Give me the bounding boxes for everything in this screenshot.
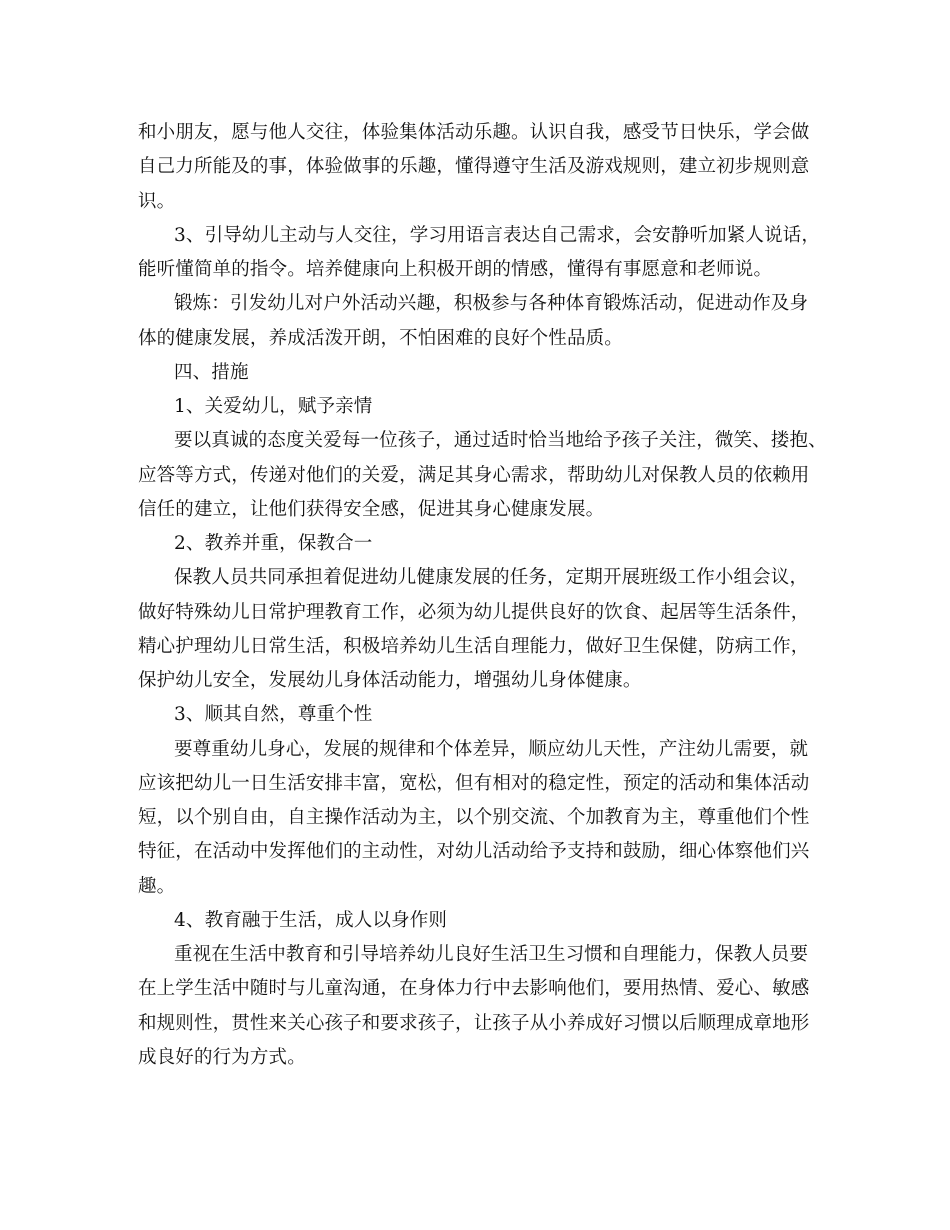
paragraph-line: 信任的建立，让他们获得安全感，促进其身心健康发展。 xyxy=(138,498,605,520)
subsection-heading: 2、教养并重，保教合一 xyxy=(174,533,373,554)
paragraph-line: 锻炼：引发幼儿对户外活动兴趣，积极参与各种体育锻炼活动，促进动作及身 xyxy=(174,293,809,315)
paragraph-line: 趣。 xyxy=(138,875,176,897)
paragraph-line: 保教人员共同承担着促进幼儿健康发展的任务，定期开展班级工作小组会议， xyxy=(174,567,809,589)
paragraph-line: 识。 xyxy=(138,190,176,212)
paragraph-line: 自己力所能及的事，体验做事的乐趣，懂得遵守生活及游戏规则，建立初步规则意 xyxy=(138,156,810,178)
paragraph-line: 特征，在活动中发挥他们的主动性，对幼儿活动给予支持和鼓励，细心体察他们兴 xyxy=(138,841,810,863)
subsection-heading: 4、教育融于生活，成人以身作则 xyxy=(174,909,448,931)
paragraph-line: 应该把幼儿一日生活安排丰富，宽松，但有相对的稳定性，预定的活动和集体活动 xyxy=(138,772,810,794)
paragraph-line: 3、引导幼儿主动与人交往，学习用语言表达自己需求，会安静听加紧人说话， xyxy=(174,224,821,246)
paragraph-line: 重视在生活中教育和引导培养幼儿良好生活卫生习惯和自理能力，保教人员要 xyxy=(174,944,809,965)
document-body xyxy=(138,116,827,1075)
paragraph-line: 精心护理幼儿日常生活，积极培养幼儿生活自理能力，做好卫生保健，防病工作， xyxy=(138,635,810,657)
paragraph-line: 和小朋友，愿与他人交往，体验集体活动乐趣。认识自我，感受节日快乐，学会做 xyxy=(138,122,810,143)
paragraph-line: 要尊重幼儿身心，发展的规律和个体差异，顺应幼儿天性，产注幼儿需要，就 xyxy=(174,738,809,760)
paragraph-line: 做好特殊幼儿日常护理教育工作，必须为幼儿提供良好的饮食、起居等生活条件， xyxy=(138,601,810,623)
paragraph-line: 和规则性，贯性来关心孩子和要求孩子，让孩子从小养成好习惯以后顺理成章地形 xyxy=(138,1012,810,1034)
paragraph-line: 在上学生活中随时与儿童沟通，在身体力行中去影响他们，要用热情、爱心、敏感 xyxy=(138,978,810,1000)
subsection-heading: 1、关爱幼儿，赋予亲情 xyxy=(174,396,373,417)
paragraph-line: 保护幼儿安全，发展幼儿身体活动能力，增强幼儿身体健康。 xyxy=(138,670,642,691)
paragraph-line: 成良好的行为方式。 xyxy=(138,1046,306,1068)
paragraph-line: 能听懂简单的指令。培养健康向上积极开朗的情感，懂得有事愿意和老师说。 xyxy=(138,259,773,280)
subsection-heading: 3、顺其自然，尊重个性 xyxy=(174,704,373,726)
paragraph-line: 应答等方式，传递对他们的关爱，满足其身心需求，帮助幼儿对保教人员的依赖用 xyxy=(138,464,810,486)
section-heading: 四、措施 xyxy=(174,361,249,383)
paragraph-line: 短，以个别自由，自主操作活动为主，以个别交流、个加教育为主，尊重他们个性 xyxy=(138,807,810,828)
paragraph-line: 体的健康发展，养成活泼开朗，不怕困难的良好个性品质。 xyxy=(138,327,623,349)
paragraph-line: 要以真诚的态度关爱每一位孩子，通过适时恰当地给予孩子关注，微笑、搂抱、 xyxy=(174,430,827,452)
